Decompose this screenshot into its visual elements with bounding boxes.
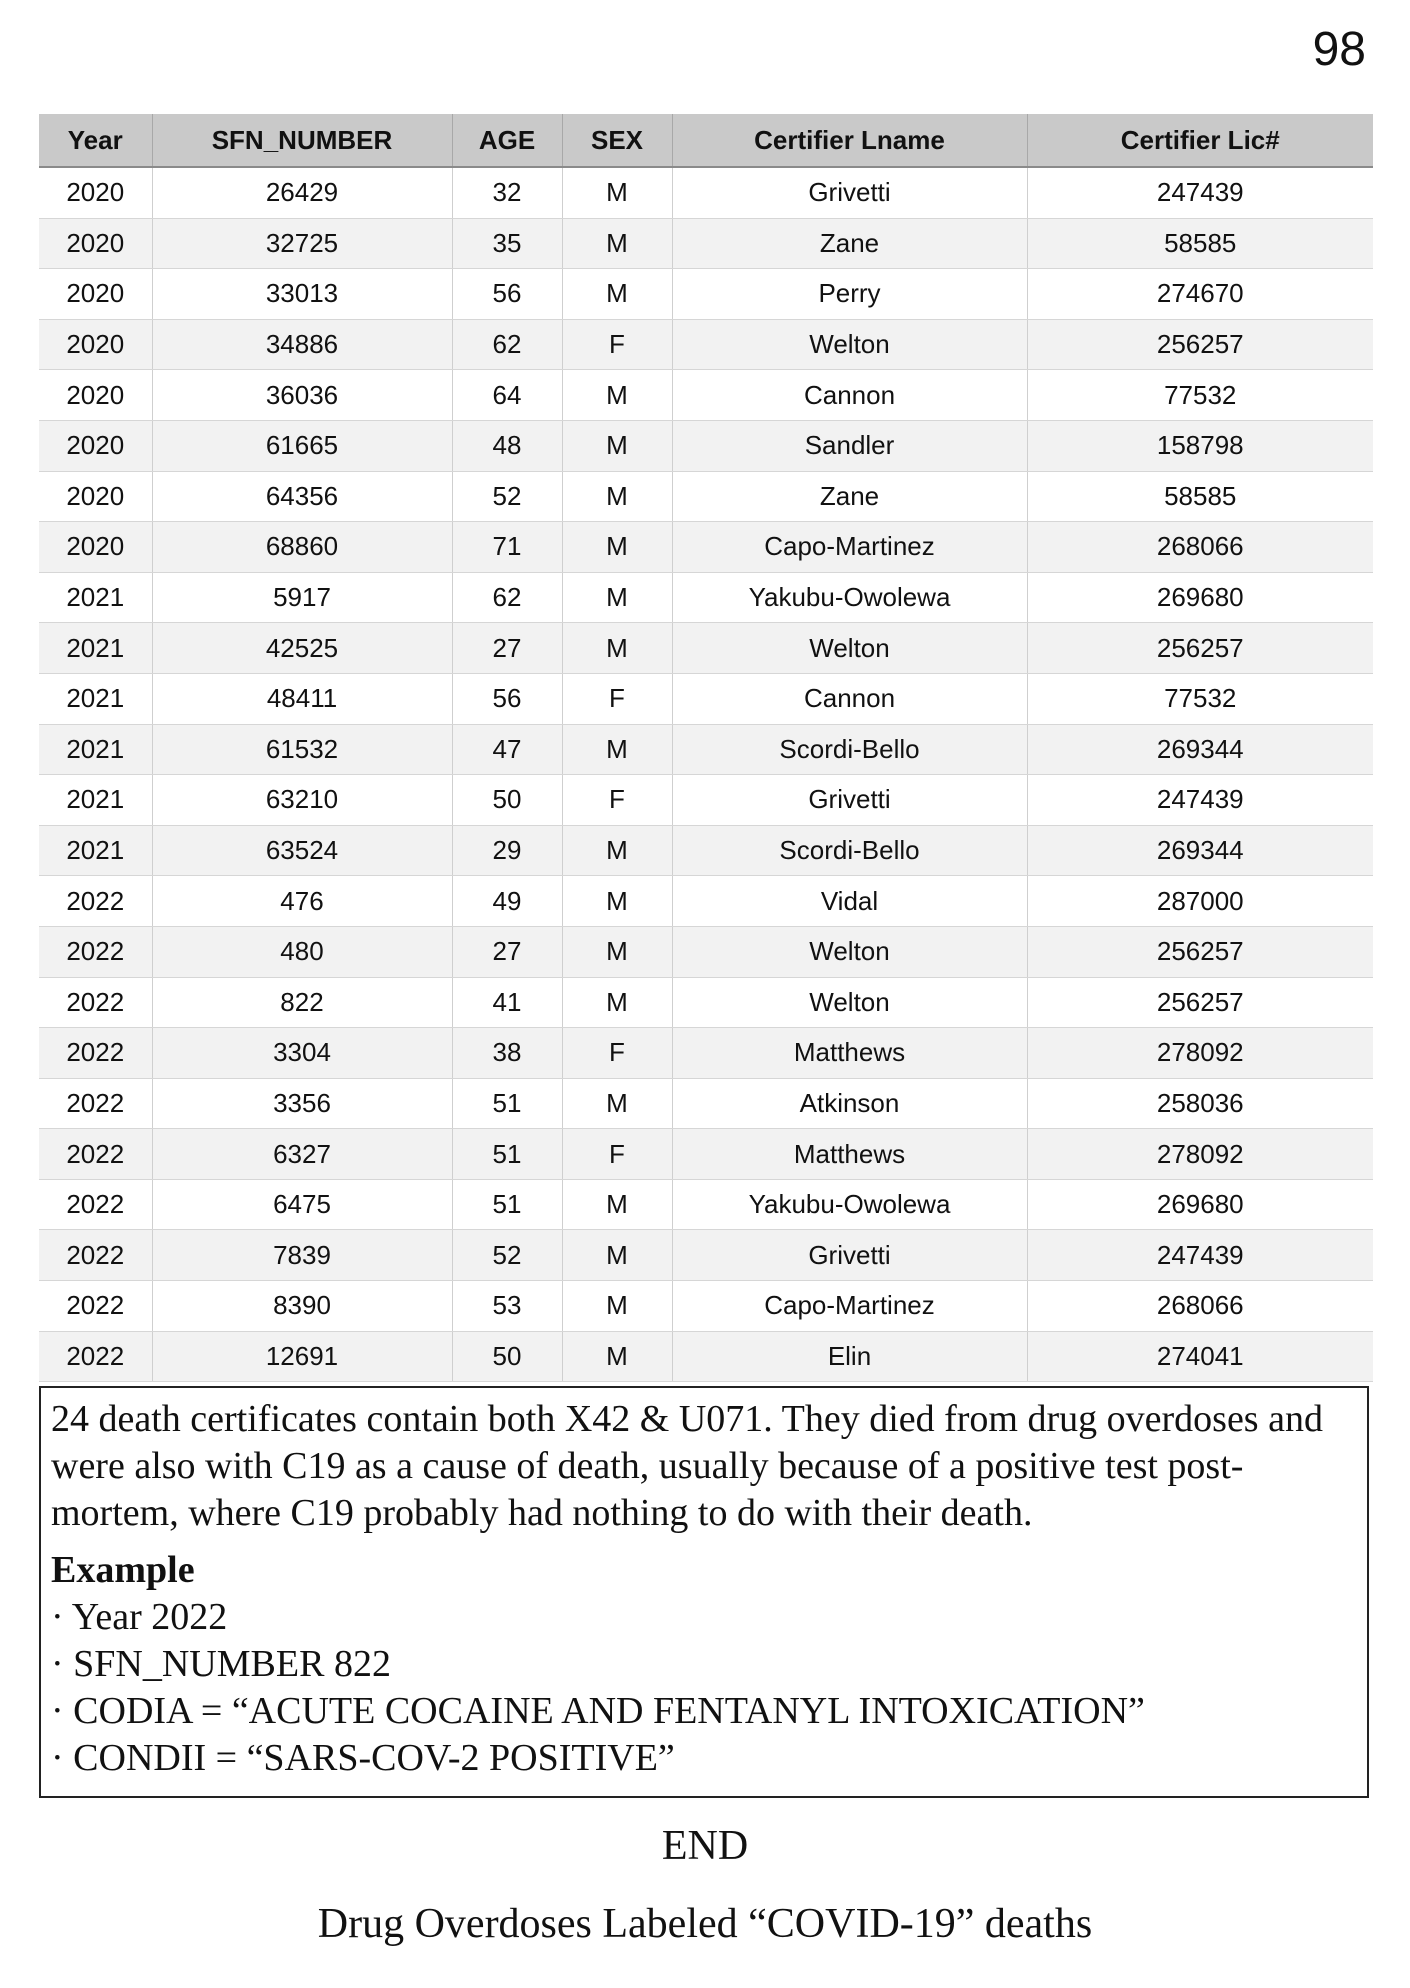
- cell-year: 2020: [39, 420, 152, 471]
- table-row: [39, 269, 1373, 320]
- cell-age: 62: [452, 319, 562, 370]
- cell-certifier-lname: Perry: [672, 269, 1027, 320]
- cell-certifier-lic: 278092: [1027, 1028, 1373, 1079]
- cell-certifier-lic: 269344: [1027, 825, 1373, 876]
- cell-sex: M: [562, 926, 672, 977]
- cell-sex: M: [562, 825, 672, 876]
- cell-sex: M: [562, 218, 672, 269]
- cell-year: 2020: [39, 319, 152, 370]
- cell-age: 35: [452, 218, 562, 269]
- cell-sex: M: [562, 572, 672, 623]
- cell-sfn-number: 48411: [152, 673, 452, 724]
- cell-sex: M: [562, 724, 672, 775]
- cell-age: 47: [452, 724, 562, 775]
- cell-sfn-number: 6475: [152, 1179, 452, 1230]
- cell-age: 49: [452, 876, 562, 927]
- cell-year: 2022: [39, 1078, 152, 1129]
- cell-certifier-lname: Matthews: [672, 1129, 1027, 1180]
- cell-certifier-lname: Welton: [672, 319, 1027, 370]
- table-row: [39, 1230, 1373, 1281]
- cell-age: 51: [452, 1129, 562, 1180]
- example-bullet-sfn: · SFN_NUMBER 822: [51, 1643, 391, 1685]
- cell-certifier-lic: 77532: [1027, 673, 1373, 724]
- cell-age: 32: [452, 167, 562, 218]
- header-sfn-number: SFN_NUMBER: [152, 114, 452, 167]
- cell-sfn-number: 5917: [152, 572, 452, 623]
- cell-certifier-lname: Sandler: [672, 420, 1027, 471]
- certificate-table-container: [39, 114, 1373, 1382]
- cell-sfn-number: 480: [152, 926, 452, 977]
- certificate-table: [39, 114, 1373, 1382]
- cell-sfn-number: 64356: [152, 471, 452, 522]
- cell-certifier-lname: Matthews: [672, 1028, 1027, 1079]
- example-bullet-codia: · CODIA = “ACUTE COCAINE AND FENTANYL INTOXICATION”: [51, 1690, 1145, 1732]
- cell-year: 2022: [39, 977, 152, 1028]
- cell-certifier-lic: 269680: [1027, 572, 1373, 623]
- cell-age: 38: [452, 1028, 562, 1079]
- cell-sex: M: [562, 269, 672, 320]
- cell-certifier-lname: Capo-Martinez: [672, 1281, 1027, 1332]
- cell-sex: F: [562, 673, 672, 724]
- cell-year: 2021: [39, 673, 152, 724]
- cell-age: 52: [452, 471, 562, 522]
- cell-year: 2021: [39, 825, 152, 876]
- cell-certifier-lic: 247439: [1027, 1230, 1373, 1281]
- cell-certifier-lic: 247439: [1027, 167, 1373, 218]
- cell-certifier-lname: Vidal: [672, 876, 1027, 927]
- cell-year: 2022: [39, 1028, 152, 1079]
- cell-certifier-lname: Grivetti: [672, 1230, 1027, 1281]
- cell-sex: M: [562, 471, 672, 522]
- cell-certifier-lic: 274041: [1027, 1331, 1373, 1382]
- cell-year: 2022: [39, 876, 152, 927]
- cell-sfn-number: 7839: [152, 1230, 452, 1281]
- cell-sex: M: [562, 370, 672, 421]
- cell-sfn-number: 34886: [152, 319, 452, 370]
- cell-sfn-number: 476: [152, 876, 452, 927]
- footer-title: Drug Overdoses Labeled “COVID-19” deaths: [317, 1901, 1093, 1947]
- cell-age: 64: [452, 370, 562, 421]
- example-bullet-condii: · CONDII = “SARS-COV-2 POSITIVE”: [51, 1737, 675, 1779]
- table-row: [39, 775, 1373, 826]
- cell-sfn-number: 822: [152, 977, 452, 1028]
- header-certifier-lic: Certifier Lic#: [1027, 114, 1373, 167]
- cell-sfn-number: 68860: [152, 522, 452, 573]
- cell-sfn-number: 3356: [152, 1078, 452, 1129]
- cell-certifier-lic: 278092: [1027, 1129, 1373, 1180]
- cell-certifier-lname: Yakubu-Owolewa: [672, 1179, 1027, 1230]
- cell-certifier-lic: 268066: [1027, 522, 1373, 573]
- cell-certifier-lname: Grivetti: [672, 167, 1027, 218]
- cell-year: 2022: [39, 1230, 152, 1281]
- cell-year: 2021: [39, 623, 152, 674]
- table-row: [39, 522, 1373, 573]
- cell-age: 50: [452, 1331, 562, 1382]
- cell-sfn-number: 63524: [152, 825, 452, 876]
- cell-age: 56: [452, 673, 562, 724]
- cell-age: 53: [452, 1281, 562, 1332]
- cell-year: 2021: [39, 775, 152, 826]
- cell-age: 71: [452, 522, 562, 573]
- example-bullet-year: · Year 2022: [51, 1596, 228, 1638]
- table-row: [39, 1028, 1373, 1079]
- cell-year: 2020: [39, 269, 152, 320]
- cell-year: 2022: [39, 1129, 152, 1180]
- cell-certifier-lic: 269680: [1027, 1179, 1373, 1230]
- table-row: [39, 572, 1373, 623]
- note-box: [39, 1386, 1369, 1798]
- cell-certifier-lic: 77532: [1027, 370, 1373, 421]
- cell-sex: M: [562, 977, 672, 1028]
- table-row: [39, 623, 1373, 674]
- cell-certifier-lic: 256257: [1027, 623, 1373, 674]
- cell-year: 2020: [39, 370, 152, 421]
- cell-sfn-number: 61532: [152, 724, 452, 775]
- cell-year: 2022: [39, 1281, 152, 1332]
- cell-certifier-lname: Cannon: [672, 370, 1027, 421]
- cell-age: 41: [452, 977, 562, 1028]
- table-row: [39, 1281, 1373, 1332]
- table-header-row: [39, 114, 1373, 167]
- table-row: [39, 673, 1373, 724]
- cell-sfn-number: 63210: [152, 775, 452, 826]
- cell-sfn-number: 33013: [152, 269, 452, 320]
- cell-year: 2020: [39, 471, 152, 522]
- cell-sex: F: [562, 775, 672, 826]
- table-row: [39, 1129, 1373, 1180]
- table-body: [39, 167, 1373, 1382]
- cell-certifier-lname: Capo-Martinez: [672, 522, 1027, 573]
- cell-certifier-lname: Grivetti: [672, 775, 1027, 826]
- cell-age: 62: [452, 572, 562, 623]
- cell-certifier-lname: Scordi-Bello: [672, 724, 1027, 775]
- cell-year: 2020: [39, 522, 152, 573]
- table-row: [39, 977, 1373, 1028]
- header-sex: SEX: [562, 114, 672, 167]
- cell-year: 2022: [39, 1179, 152, 1230]
- table-row: [39, 319, 1373, 370]
- cell-sfn-number: 6327: [152, 1129, 452, 1180]
- cell-year: 2020: [39, 218, 152, 269]
- cell-certifier-lic: 256257: [1027, 319, 1373, 370]
- table-row: [39, 1331, 1373, 1382]
- cell-age: 29: [452, 825, 562, 876]
- cell-sfn-number: 8390: [152, 1281, 452, 1332]
- cell-certifier-lic: 256257: [1027, 977, 1373, 1028]
- cell-certifier-lname: Scordi-Bello: [672, 825, 1027, 876]
- cell-certifier-lname: Cannon: [672, 673, 1027, 724]
- cell-certifier-lname: Welton: [672, 977, 1027, 1028]
- end-label: END: [661, 1823, 749, 1869]
- cell-certifier-lic: 158798: [1027, 420, 1373, 471]
- table-row: [39, 876, 1373, 927]
- cell-age: 27: [452, 926, 562, 977]
- cell-age: 51: [452, 1078, 562, 1129]
- table-row: [39, 825, 1373, 876]
- cell-certifier-lic: 247439: [1027, 775, 1373, 826]
- page-number: 98: [1312, 23, 1366, 76]
- cell-certifier-lname: Atkinson: [672, 1078, 1027, 1129]
- table-row: [39, 471, 1373, 522]
- cell-sex: M: [562, 1078, 672, 1129]
- cell-sex: M: [562, 1179, 672, 1230]
- cell-year: 2020: [39, 167, 152, 218]
- cell-sex: M: [562, 420, 672, 471]
- example-title: Example: [51, 1549, 195, 1591]
- table-row: [39, 1078, 1373, 1129]
- cell-certifier-lic: 258036: [1027, 1078, 1373, 1129]
- cell-sex: F: [562, 1129, 672, 1180]
- table-row: [39, 370, 1373, 421]
- cell-certifier-lname: Yakubu-Owolewa: [672, 572, 1027, 623]
- cell-sex: F: [562, 1028, 672, 1079]
- cell-certifier-lname: Zane: [672, 218, 1027, 269]
- cell-sex: M: [562, 522, 672, 573]
- cell-sfn-number: 36036: [152, 370, 452, 421]
- cell-certifier-lic: 58585: [1027, 218, 1373, 269]
- cell-certifier-lname: Welton: [672, 926, 1027, 977]
- cell-sfn-number: 32725: [152, 218, 452, 269]
- table-row: [39, 724, 1373, 775]
- cell-year: 2021: [39, 724, 152, 775]
- note-paragraph: 24 death certificates contain both X42 & U071. They died from drug overdoses and were also with C19 as a cause of death, usually because of a positive test post-mortem, where C19 probably had nothing to do with their death.: [51, 1398, 1323, 1534]
- table-row: [39, 218, 1373, 269]
- cell-age: 27: [452, 623, 562, 674]
- cell-certifier-lic: 269344: [1027, 724, 1373, 775]
- cell-sfn-number: 12691: [152, 1331, 452, 1382]
- cell-sfn-number: 26429: [152, 167, 452, 218]
- cell-sfn-number: 42525: [152, 623, 452, 674]
- cell-certifier-lic: 58585: [1027, 471, 1373, 522]
- cell-certifier-lic: 256257: [1027, 926, 1373, 977]
- header-age: AGE: [452, 114, 562, 167]
- table-row: [39, 926, 1373, 977]
- cell-sex: F: [562, 319, 672, 370]
- cell-year: 2022: [39, 926, 152, 977]
- header-certifier-lname: Certifier Lname: [672, 114, 1027, 167]
- cell-year: 2022: [39, 1331, 152, 1382]
- cell-sex: M: [562, 1230, 672, 1281]
- cell-sfn-number: 3304: [152, 1028, 452, 1079]
- cell-certifier-lname: Welton: [672, 623, 1027, 674]
- cell-sex: M: [562, 167, 672, 218]
- cell-age: 48: [452, 420, 562, 471]
- table-row: [39, 420, 1373, 471]
- table-row: [39, 167, 1373, 218]
- cell-certifier-lname: Zane: [672, 471, 1027, 522]
- cell-age: 51: [452, 1179, 562, 1230]
- cell-certifier-lic: 274670: [1027, 269, 1373, 320]
- cell-age: 52: [452, 1230, 562, 1281]
- cell-certifier-lname: Elin: [672, 1331, 1027, 1382]
- cell-sex: M: [562, 1281, 672, 1332]
- cell-sfn-number: 61665: [152, 420, 452, 471]
- cell-age: 50: [452, 775, 562, 826]
- cell-sex: M: [562, 623, 672, 674]
- cell-sex: M: [562, 876, 672, 927]
- cell-age: 56: [452, 269, 562, 320]
- header-year: Year: [39, 114, 152, 167]
- cell-sex: M: [562, 1331, 672, 1382]
- table-row: [39, 1179, 1373, 1230]
- cell-certifier-lic: 287000: [1027, 876, 1373, 927]
- cell-certifier-lic: 268066: [1027, 1281, 1373, 1332]
- cell-year: 2021: [39, 572, 152, 623]
